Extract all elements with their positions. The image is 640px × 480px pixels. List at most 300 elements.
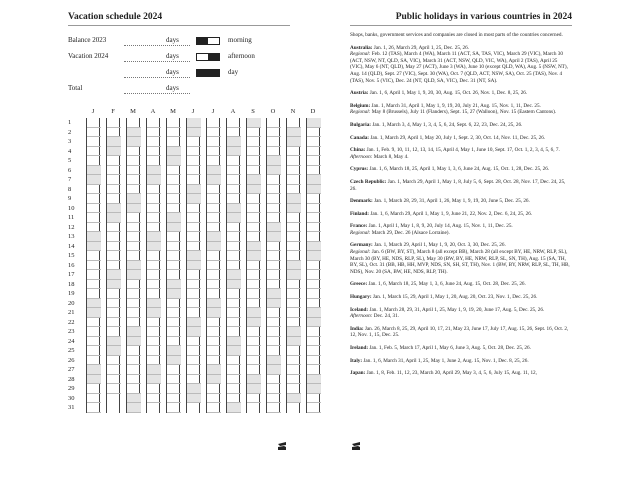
day-cell[interactable] (147, 213, 161, 223)
day-cell[interactable] (187, 299, 201, 309)
day-cell[interactable] (107, 289, 121, 299)
day-cell[interactable] (107, 299, 121, 309)
day-cell[interactable] (87, 185, 101, 195)
day-cell[interactable] (307, 261, 321, 271)
day-cell[interactable] (187, 356, 201, 366)
day-cell[interactable] (187, 204, 201, 214)
day-cell[interactable] (147, 156, 161, 166)
day-cell[interactable] (287, 394, 301, 404)
day-cell[interactable] (227, 213, 241, 223)
day-cell[interactable] (267, 375, 281, 385)
day-cell[interactable] (207, 166, 221, 176)
day-cell[interactable] (107, 365, 121, 375)
day-cell[interactable] (307, 403, 321, 413)
day-cell[interactable] (207, 232, 221, 242)
day-cell[interactable] (247, 147, 261, 157)
day-cell[interactable] (207, 299, 221, 309)
day-cell[interactable] (187, 327, 201, 337)
day-cell[interactable] (167, 356, 181, 366)
day-cell[interactable] (207, 337, 221, 347)
day-cell[interactable] (167, 337, 181, 347)
day-cell[interactable] (287, 118, 301, 128)
day-cell[interactable] (167, 166, 181, 176)
day-cell[interactable] (187, 346, 201, 356)
day-cell[interactable] (147, 346, 161, 356)
day-cell[interactable] (207, 270, 221, 280)
day-cell[interactable] (147, 280, 161, 290)
day-cell[interactable] (287, 185, 301, 195)
day-cell[interactable] (87, 365, 101, 375)
day-cell[interactable] (87, 403, 101, 413)
day-cell[interactable] (307, 223, 321, 233)
day-cell[interactable] (147, 251, 161, 261)
day-cell[interactable] (167, 223, 181, 233)
day-cell[interactable] (187, 194, 201, 204)
day-cell[interactable] (87, 137, 101, 147)
day-cell[interactable] (227, 223, 241, 233)
day-cell[interactable] (147, 308, 161, 318)
day-cell[interactable] (167, 185, 181, 195)
day-cell[interactable] (267, 270, 281, 280)
day-cell[interactable] (207, 147, 221, 157)
day-cell[interactable] (287, 327, 301, 337)
day-cell[interactable] (287, 318, 301, 328)
day-cell[interactable] (227, 299, 241, 309)
day-cell[interactable] (107, 270, 121, 280)
day-cell[interactable] (227, 185, 241, 195)
day-cell[interactable] (287, 337, 301, 347)
day-cell[interactable] (187, 289, 201, 299)
day-cell[interactable] (127, 270, 141, 280)
day-cell[interactable] (127, 156, 141, 166)
day-cell[interactable] (307, 356, 321, 366)
day-cell[interactable] (247, 128, 261, 138)
day-cell[interactable] (307, 242, 321, 252)
day-cell[interactable] (127, 194, 141, 204)
day-cell[interactable] (287, 308, 301, 318)
day-cell[interactable] (267, 356, 281, 366)
day-cell[interactable] (227, 137, 241, 147)
day-cell[interactable] (127, 185, 141, 195)
day-cell[interactable] (187, 318, 201, 328)
day-cell[interactable] (267, 384, 281, 394)
day-cell[interactable] (207, 403, 221, 413)
day-cell[interactable] (227, 156, 241, 166)
day-cell[interactable] (127, 365, 141, 375)
day-cell[interactable] (107, 223, 121, 233)
day-cell[interactable] (187, 175, 201, 185)
day-cell[interactable] (107, 194, 121, 204)
day-cell[interactable] (287, 194, 301, 204)
day-cell[interactable] (87, 356, 101, 366)
day-cell[interactable] (307, 213, 321, 223)
day-cell[interactable] (87, 232, 101, 242)
day-cell[interactable] (227, 242, 241, 252)
day-cell[interactable] (107, 166, 121, 176)
day-cell[interactable] (167, 394, 181, 404)
day-cell[interactable] (127, 251, 141, 261)
day-cell[interactable] (107, 337, 121, 347)
day-cell[interactable] (247, 242, 261, 252)
day-cell[interactable] (167, 365, 181, 375)
day-cell[interactable] (267, 308, 281, 318)
day-cell[interactable] (247, 137, 261, 147)
day-cell[interactable] (307, 270, 321, 280)
day-cell[interactable] (227, 318, 241, 328)
day-cell[interactable] (227, 280, 241, 290)
day-cell[interactable] (307, 394, 321, 404)
day-cell[interactable] (287, 375, 301, 385)
day-cell[interactable] (87, 384, 101, 394)
day-cell[interactable] (127, 223, 141, 233)
day-cell[interactable] (227, 270, 241, 280)
day-cell[interactable] (147, 384, 161, 394)
day-cell[interactable] (287, 384, 301, 394)
day-cell[interactable] (87, 375, 101, 385)
day-cell[interactable] (247, 384, 261, 394)
day-cell[interactable] (147, 185, 161, 195)
day-cell[interactable] (107, 175, 121, 185)
day-cell[interactable] (307, 232, 321, 242)
day-cell[interactable] (307, 299, 321, 309)
day-cell[interactable] (267, 346, 281, 356)
day-cell[interactable] (187, 375, 201, 385)
day-cell[interactable] (87, 251, 101, 261)
day-cell[interactable] (267, 251, 281, 261)
day-cell[interactable] (267, 194, 281, 204)
day-cell[interactable] (167, 308, 181, 318)
day-cell[interactable] (267, 232, 281, 242)
day-cell[interactable] (167, 270, 181, 280)
day-cell[interactable] (207, 213, 221, 223)
day-cell[interactable] (87, 346, 101, 356)
day-cell[interactable] (227, 289, 241, 299)
day-cell[interactable] (87, 213, 101, 223)
day-cell[interactable] (307, 337, 321, 347)
day-cell[interactable] (107, 318, 121, 328)
day-cell[interactable] (127, 261, 141, 271)
day-cell[interactable] (127, 384, 141, 394)
day-cell[interactable] (127, 375, 141, 385)
day-cell[interactable] (247, 194, 261, 204)
day-cell[interactable] (227, 346, 241, 356)
day-cell[interactable] (87, 327, 101, 337)
day-cell[interactable] (287, 147, 301, 157)
day-cell[interactable] (167, 175, 181, 185)
day-cell[interactable] (267, 365, 281, 375)
day-cell[interactable] (247, 261, 261, 271)
day-cell[interactable] (287, 261, 301, 271)
day-cell[interactable] (107, 147, 121, 157)
day-cell[interactable] (307, 308, 321, 318)
day-cell[interactable] (207, 346, 221, 356)
day-cell[interactable] (147, 194, 161, 204)
day-cell[interactable] (267, 242, 281, 252)
day-cell[interactable] (207, 242, 221, 252)
day-cell[interactable] (247, 308, 261, 318)
day-cell[interactable] (307, 118, 321, 128)
day-cell[interactable] (147, 270, 161, 280)
day-cell[interactable] (227, 166, 241, 176)
day-cell[interactable] (307, 175, 321, 185)
day-cell[interactable] (307, 128, 321, 138)
day-cell[interactable] (187, 394, 201, 404)
day-cell[interactable] (287, 213, 301, 223)
day-cell[interactable] (287, 270, 301, 280)
day-cell[interactable] (147, 394, 161, 404)
day-cell[interactable] (207, 137, 221, 147)
day-cell[interactable] (307, 365, 321, 375)
day-cell[interactable] (147, 365, 161, 375)
day-cell[interactable] (127, 242, 141, 252)
day-cell[interactable] (87, 242, 101, 252)
day-cell[interactable] (167, 346, 181, 356)
day-cell[interactable] (187, 242, 201, 252)
day-cell[interactable] (127, 356, 141, 366)
day-cell[interactable] (127, 280, 141, 290)
day-cell[interactable] (227, 147, 241, 157)
day-cell[interactable] (147, 128, 161, 138)
day-cell[interactable] (167, 375, 181, 385)
day-cell[interactable] (167, 194, 181, 204)
day-cell[interactable] (87, 308, 101, 318)
day-cell[interactable] (227, 337, 241, 347)
day-cell[interactable] (87, 270, 101, 280)
day-cell[interactable] (167, 403, 181, 413)
day-cell[interactable] (267, 403, 281, 413)
day-cell[interactable] (167, 156, 181, 166)
day-cell[interactable] (187, 166, 201, 176)
day-cell[interactable] (247, 185, 261, 195)
day-cell[interactable] (147, 137, 161, 147)
day-cell[interactable] (247, 327, 261, 337)
day-cell[interactable] (167, 280, 181, 290)
day-cell[interactable] (167, 261, 181, 271)
day-cell[interactable] (127, 308, 141, 318)
day-cell[interactable] (247, 175, 261, 185)
day-cell[interactable] (187, 270, 201, 280)
day-cell[interactable] (207, 375, 221, 385)
day-cell[interactable] (307, 251, 321, 261)
day-cell[interactable] (147, 232, 161, 242)
day-cell[interactable] (287, 242, 301, 252)
day-cell[interactable] (127, 394, 141, 404)
day-cell[interactable] (107, 308, 121, 318)
day-cell[interactable] (267, 118, 281, 128)
day-cell[interactable] (87, 394, 101, 404)
day-cell[interactable] (227, 175, 241, 185)
day-cell[interactable] (287, 166, 301, 176)
day-cell[interactable] (107, 327, 121, 337)
day-cell[interactable] (127, 204, 141, 214)
day-cell[interactable] (207, 261, 221, 271)
day-cell[interactable] (307, 375, 321, 385)
day-cell[interactable] (167, 289, 181, 299)
day-cell[interactable] (267, 166, 281, 176)
day-cell[interactable] (147, 175, 161, 185)
day-cell[interactable] (107, 384, 121, 394)
day-cell[interactable] (267, 156, 281, 166)
day-cell[interactable] (87, 318, 101, 328)
day-cell[interactable] (287, 232, 301, 242)
day-cell[interactable] (287, 356, 301, 366)
day-cell[interactable] (267, 213, 281, 223)
day-cell[interactable] (167, 384, 181, 394)
day-cell[interactable] (247, 318, 261, 328)
day-cell[interactable] (167, 137, 181, 147)
day-cell[interactable] (267, 289, 281, 299)
day-cell[interactable] (227, 394, 241, 404)
day-cell[interactable] (227, 365, 241, 375)
day-cell[interactable] (247, 394, 261, 404)
day-cell[interactable] (87, 204, 101, 214)
day-cell[interactable] (287, 204, 301, 214)
day-cell[interactable] (187, 223, 201, 233)
day-cell[interactable] (267, 185, 281, 195)
day-cell[interactable] (167, 147, 181, 157)
day-cell[interactable] (187, 308, 201, 318)
day-cell[interactable] (127, 137, 141, 147)
day-cell[interactable] (107, 185, 121, 195)
day-cell[interactable] (247, 204, 261, 214)
day-cell[interactable] (267, 137, 281, 147)
day-cell[interactable] (287, 280, 301, 290)
day-cell[interactable] (287, 175, 301, 185)
day-cell[interactable] (187, 261, 201, 271)
day-cell[interactable] (247, 213, 261, 223)
day-cell[interactable] (127, 337, 141, 347)
entry-line[interactable] (124, 45, 190, 46)
day-cell[interactable] (227, 204, 241, 214)
day-cell[interactable] (287, 156, 301, 166)
day-cell[interactable] (227, 356, 241, 366)
day-cell[interactable] (247, 289, 261, 299)
day-cell[interactable] (207, 356, 221, 366)
day-cell[interactable] (227, 375, 241, 385)
day-cell[interactable] (287, 137, 301, 147)
day-cell[interactable] (107, 232, 121, 242)
day-cell[interactable] (207, 394, 221, 404)
day-cell[interactable] (267, 261, 281, 271)
day-cell[interactable] (187, 137, 201, 147)
day-cell[interactable] (147, 289, 161, 299)
day-cell[interactable] (267, 318, 281, 328)
day-cell[interactable] (247, 232, 261, 242)
day-cell[interactable] (167, 242, 181, 252)
day-cell[interactable] (87, 194, 101, 204)
day-cell[interactable] (187, 147, 201, 157)
day-cell[interactable] (247, 337, 261, 347)
day-cell[interactable] (267, 175, 281, 185)
day-cell[interactable] (247, 375, 261, 385)
day-cell[interactable] (307, 166, 321, 176)
day-cell[interactable] (187, 213, 201, 223)
day-cell[interactable] (207, 289, 221, 299)
day-cell[interactable] (207, 204, 221, 214)
day-cell[interactable] (167, 251, 181, 261)
day-cell[interactable] (287, 128, 301, 138)
day-cell[interactable] (167, 128, 181, 138)
day-cell[interactable] (107, 242, 121, 252)
day-cell[interactable] (207, 318, 221, 328)
day-cell[interactable] (167, 213, 181, 223)
day-cell[interactable] (127, 232, 141, 242)
day-cell[interactable] (227, 384, 241, 394)
day-cell[interactable] (307, 204, 321, 214)
day-cell[interactable] (87, 128, 101, 138)
day-cell[interactable] (187, 365, 201, 375)
day-cell[interactable] (147, 356, 161, 366)
day-cell[interactable] (87, 280, 101, 290)
day-cell[interactable] (207, 118, 221, 128)
day-cell[interactable] (107, 118, 121, 128)
day-cell[interactable] (207, 280, 221, 290)
day-cell[interactable] (147, 223, 161, 233)
day-cell[interactable] (187, 280, 201, 290)
day-cell[interactable] (307, 156, 321, 166)
day-cell[interactable] (107, 356, 121, 366)
day-cell[interactable] (107, 137, 121, 147)
day-cell[interactable] (167, 232, 181, 242)
day-cell[interactable] (147, 375, 161, 385)
day-cell[interactable] (127, 175, 141, 185)
day-cell[interactable] (87, 299, 101, 309)
day-cell[interactable] (107, 251, 121, 261)
day-cell[interactable] (167, 327, 181, 337)
day-cell[interactable] (147, 318, 161, 328)
day-cell[interactable] (307, 318, 321, 328)
day-cell[interactable] (187, 156, 201, 166)
day-cell[interactable] (127, 128, 141, 138)
day-cell[interactable] (187, 384, 201, 394)
day-cell[interactable] (247, 346, 261, 356)
day-cell[interactable] (207, 365, 221, 375)
day-cell[interactable] (247, 299, 261, 309)
day-cell[interactable] (267, 299, 281, 309)
day-cell[interactable] (127, 118, 141, 128)
day-cell[interactable] (287, 289, 301, 299)
day-cell[interactable] (87, 223, 101, 233)
day-cell[interactable] (207, 185, 221, 195)
day-cell[interactable] (107, 280, 121, 290)
day-cell[interactable] (127, 213, 141, 223)
day-cell[interactable] (307, 280, 321, 290)
day-cell[interactable] (227, 327, 241, 337)
day-cell[interactable] (227, 118, 241, 128)
day-cell[interactable] (207, 251, 221, 261)
day-cell[interactable] (227, 251, 241, 261)
day-cell[interactable] (107, 213, 121, 223)
day-cell[interactable] (147, 204, 161, 214)
day-cell[interactable] (87, 261, 101, 271)
day-cell[interactable] (187, 337, 201, 347)
day-cell[interactable] (187, 251, 201, 261)
entry-line[interactable] (124, 61, 190, 62)
day-cell[interactable] (247, 251, 261, 261)
day-cell[interactable] (227, 232, 241, 242)
day-cell[interactable] (147, 242, 161, 252)
day-cell[interactable] (307, 185, 321, 195)
day-cell[interactable] (227, 194, 241, 204)
day-cell[interactable] (307, 147, 321, 157)
day-cell[interactable] (207, 384, 221, 394)
day-cell[interactable] (247, 270, 261, 280)
day-cell[interactable] (267, 280, 281, 290)
day-cell[interactable] (87, 175, 101, 185)
day-cell[interactable] (267, 327, 281, 337)
day-cell[interactable] (127, 327, 141, 337)
day-cell[interactable] (87, 289, 101, 299)
